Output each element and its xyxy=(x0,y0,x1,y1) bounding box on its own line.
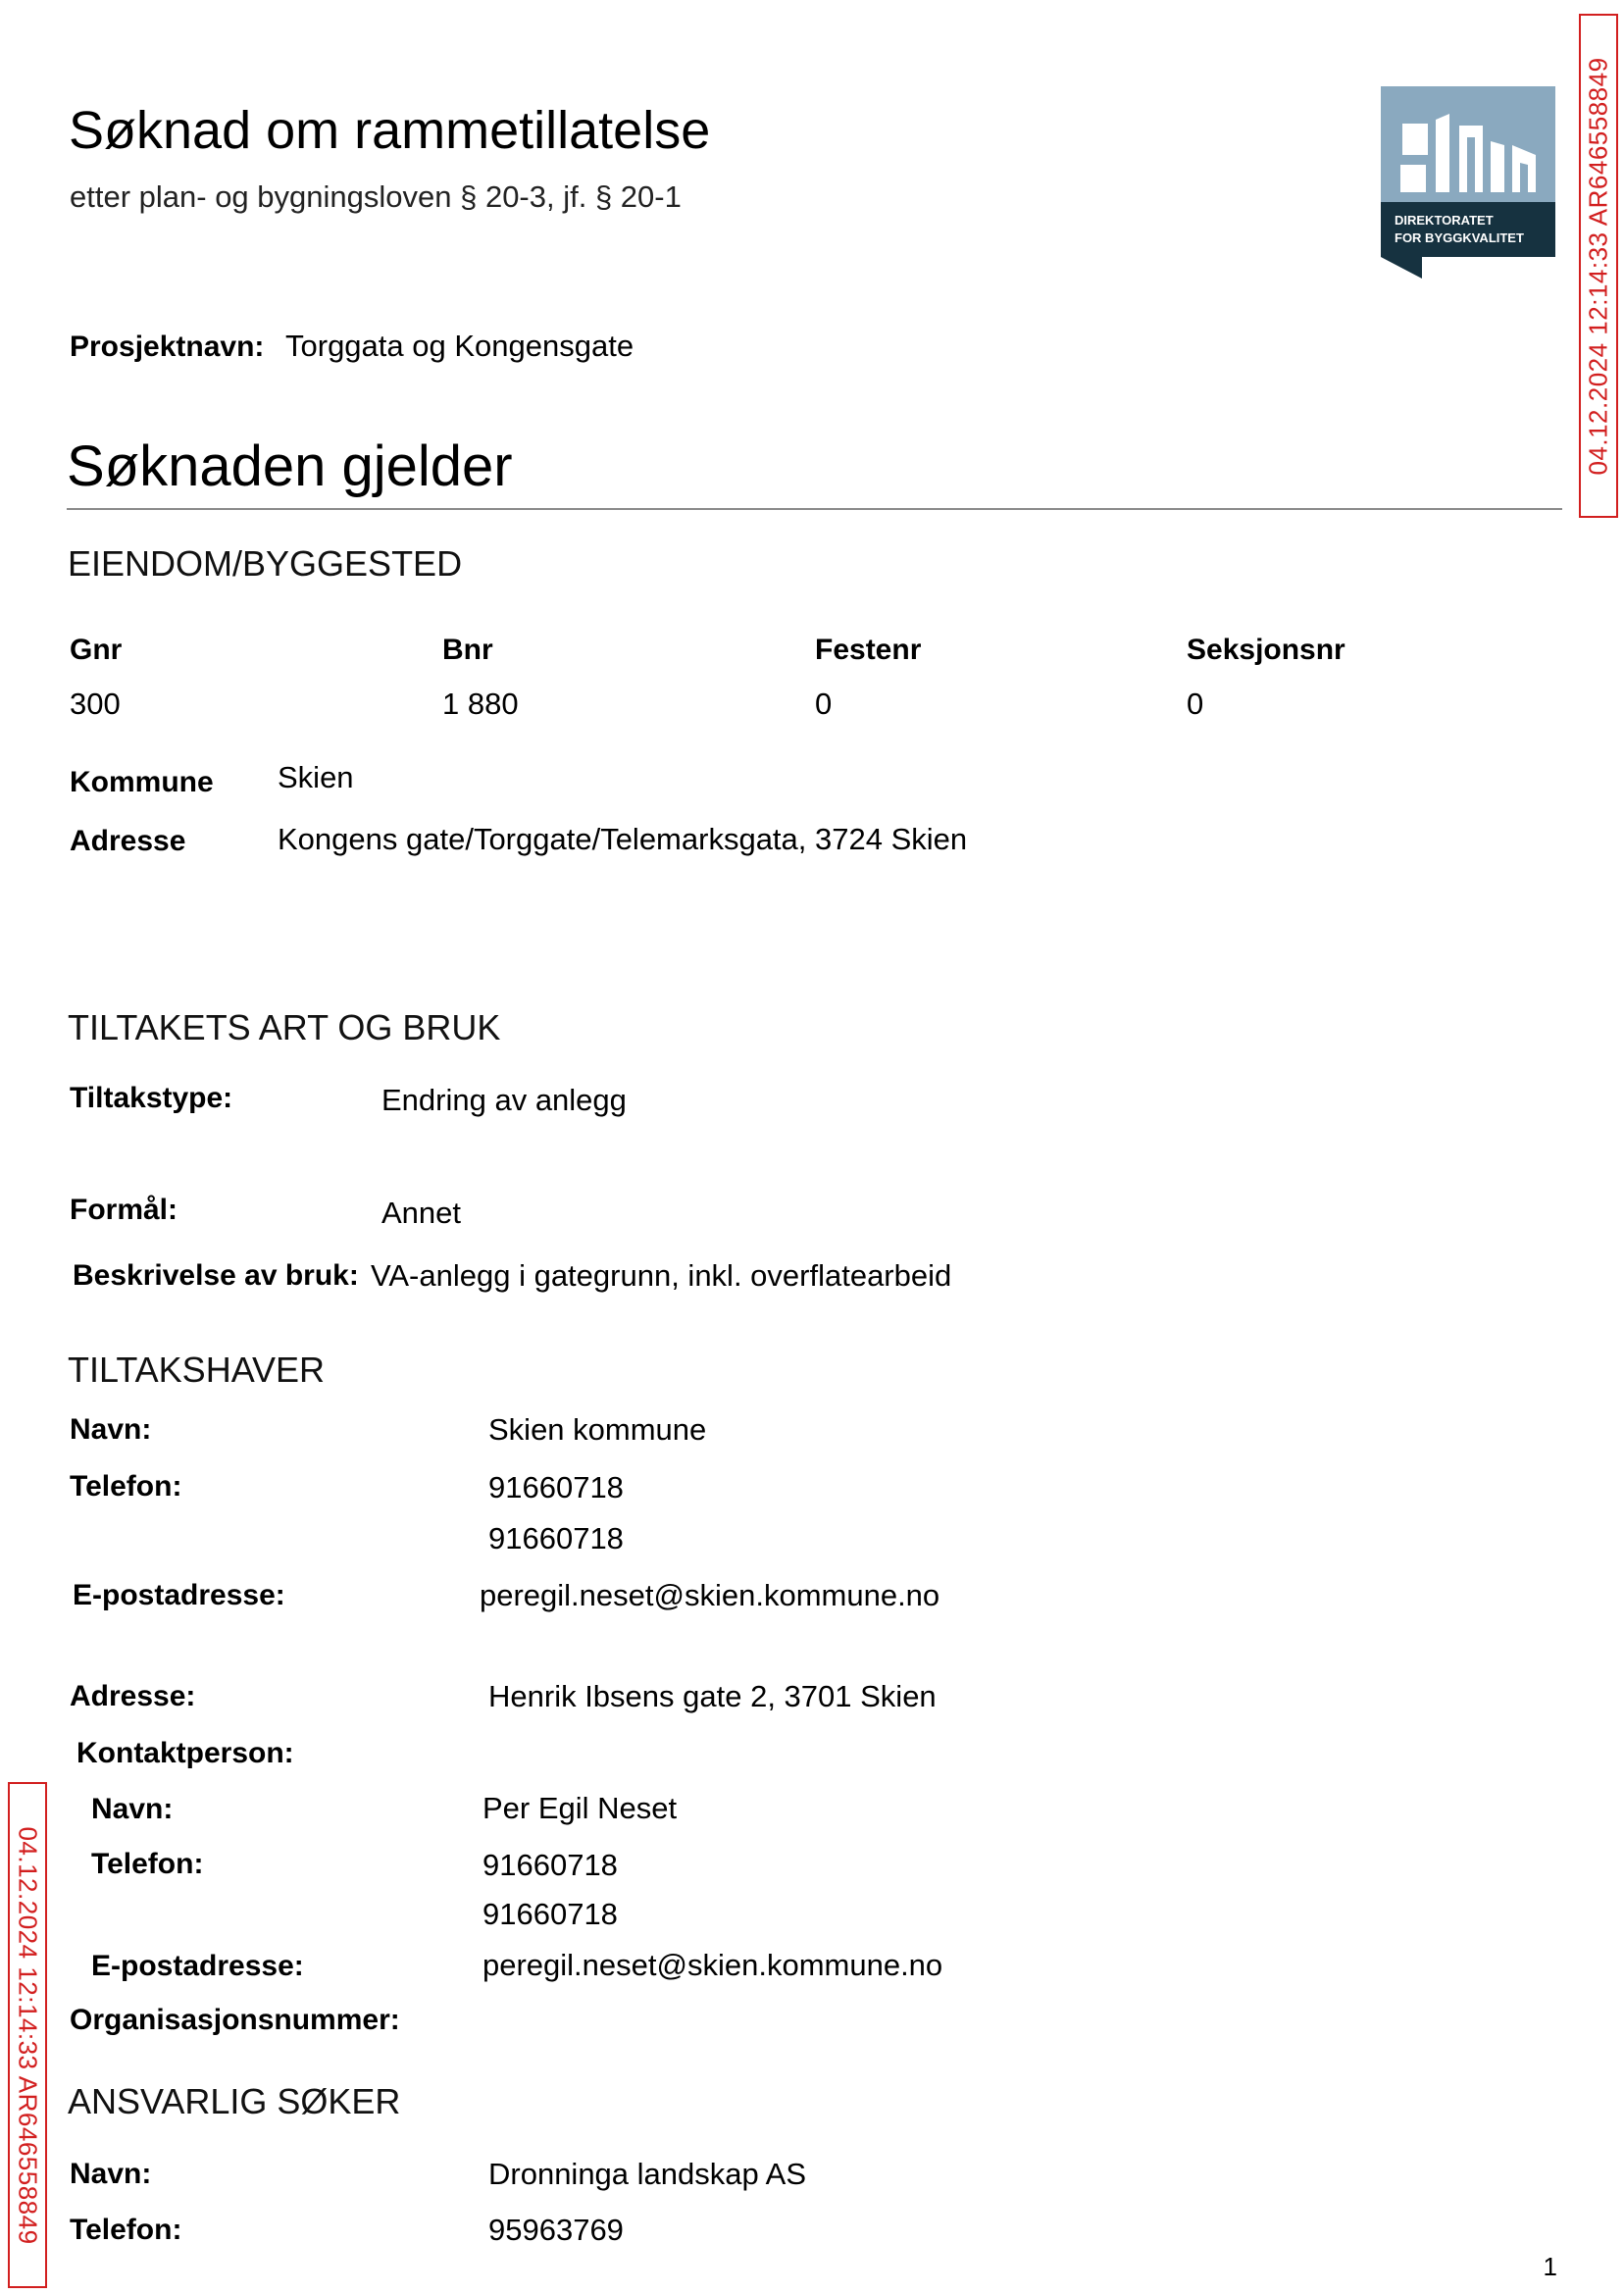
kp-telefon-value2: 91660718 xyxy=(482,1897,618,1931)
bnr-value: 1 880 xyxy=(442,687,519,721)
kp-epost-value: peregil.neset@skien.kommune.no xyxy=(482,1948,943,1982)
tiltakstype-label: Tiltakstype: xyxy=(70,1082,233,1114)
dibk-logo-graphic xyxy=(1381,86,1555,279)
project-value: Torggata og Kongensgate xyxy=(285,329,634,363)
kp-epost-label: E-postadresse: xyxy=(91,1950,304,1982)
formal-value: Annet xyxy=(381,1196,462,1230)
section-divider xyxy=(67,508,1562,510)
adresse-value: Kongens gate/Torggate/Telemarksgata, 3724 Skien xyxy=(278,822,968,856)
kontaktperson-label: Kontaktperson: xyxy=(76,1737,294,1769)
th-telefon-label: Telefon: xyxy=(70,1470,182,1503)
seksjonsnr-label: Seksjonsnr xyxy=(1187,634,1345,666)
bruk-label: Beskrivelse av bruk: xyxy=(73,1259,359,1292)
logo-line1: DIREKTORATET xyxy=(1395,213,1494,228)
stamp-text-left: 04.12.2024 12:14:33 AR646558849 xyxy=(13,1825,43,2245)
tiltak-heading: TILTAKETS ART OG BRUK xyxy=(68,1007,501,1047)
page-number: 1 xyxy=(1543,2252,1557,2281)
formal-label: Formål: xyxy=(70,1194,178,1226)
th-telefon-value1: 91660718 xyxy=(488,1470,624,1504)
tiltakshaver-heading: TILTAKSHAVER xyxy=(68,1350,326,1390)
th-epost-value: peregil.neset@skien.kommune.no xyxy=(480,1578,940,1612)
seksjonsnr-value: 0 xyxy=(1187,687,1204,721)
th-epost-label: E-postadresse: xyxy=(73,1579,285,1611)
as-telefon-label: Telefon: xyxy=(70,2214,182,2246)
timestamp-stamp-top xyxy=(1579,14,1618,518)
section-title: Søknaden gjelder xyxy=(67,434,513,498)
project-label: Prosjektnavn: xyxy=(70,331,265,363)
logo-line2: FOR BYGGKVALITET xyxy=(1395,230,1524,245)
th-telefon-value2: 91660718 xyxy=(488,1521,624,1555)
kp-telefon-label: Telefon: xyxy=(91,1848,204,1880)
gnr-value: 300 xyxy=(70,687,121,721)
as-navn-label: Navn: xyxy=(70,2158,152,2190)
stamp-text-top: 04.12.2024 12:14:33 AR646558849 xyxy=(1583,56,1613,476)
orgnr-label: Organisasjonsnummer: xyxy=(70,2004,400,2036)
tiltakstype-value: Endring av anlegg xyxy=(381,1083,627,1117)
gnr-label: Gnr xyxy=(70,634,123,666)
as-telefon-value: 95963769 xyxy=(488,2213,624,2247)
bnr-label: Bnr xyxy=(442,634,493,666)
kommune-value: Skien xyxy=(278,760,354,794)
festenr-label: Festenr xyxy=(815,634,922,666)
kp-navn-value: Per Egil Neset xyxy=(482,1791,678,1825)
as-navn-value: Dronninga landskap AS xyxy=(488,2157,807,2191)
document-subtitle: etter plan- og bygningsloven § 20-3, jf. § 20-1 xyxy=(70,179,682,214)
th-navn-label: Navn: xyxy=(70,1413,152,1446)
bruk-value: VA-anlegg i gategrunn, inkl. overflatearbeid xyxy=(371,1258,952,1293)
festenr-value: 0 xyxy=(815,687,833,721)
kp-navn-label: Navn: xyxy=(91,1793,174,1825)
property-heading: EIENDOM/BYGGESTED xyxy=(68,543,463,584)
timestamp-stamp-left xyxy=(8,1782,47,2288)
kommune-label: Kommune xyxy=(70,766,214,798)
kp-telefon-value1: 91660718 xyxy=(482,1848,618,1882)
th-navn-value: Skien kommune xyxy=(488,1412,707,1447)
th-adresse-label: Adresse: xyxy=(70,1680,196,1712)
th-adresse-value: Henrik Ibsens gate 2, 3701 Skien xyxy=(488,1679,937,1713)
adresse-label: Adresse xyxy=(70,825,186,857)
document-title: Søknad om rammetillatelse xyxy=(69,101,711,160)
dibk-logo xyxy=(1381,86,1555,279)
ansvarlig-heading: ANSVARLIG SØKER xyxy=(68,2081,401,2121)
